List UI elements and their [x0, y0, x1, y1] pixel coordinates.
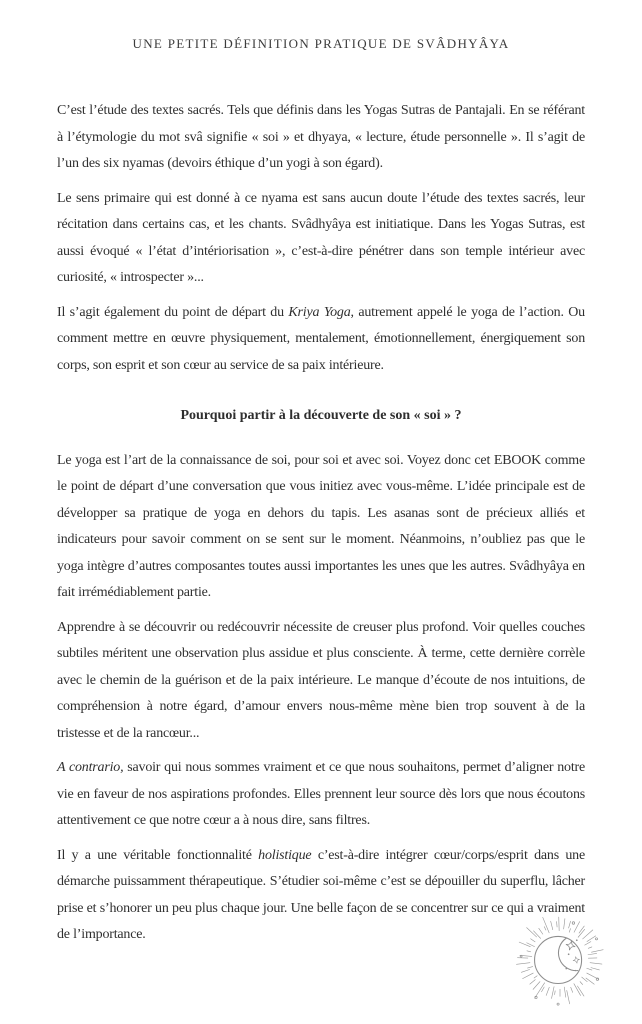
moon-sparkle-icon: [512, 911, 608, 1007]
page-title: UNE PETITE DÉFINITION PRATIQUE DE SVÂDHYÂYA: [132, 36, 510, 51]
subheading: Pourquoi partir à la découverte de son « soi » ?: [180, 408, 462, 423]
paragraph: Le yoga est l’art de la connaissance de soi, pour soi et avec soi. Voyez donc cet EBOOK comme le point de départ d’une conversation que vous initiez avec vous-même. L’idée principale est de développer sa pratique de yoga en dehors du tapis. Les asanas sont de précieux alliés et indicateurs pour savoir comment on se sent sur le moment. Néanmoins, n’oubliez pas que le yoga intègre d’autres composantes toutes aussi importantes les unes que les autres. Svâdhyâya en fait irrémédiablement partie.: [57, 452, 585, 600]
paragraph: A contrario, savoir qui nous sommes vraiment et ce que nous souhaitons, permet d’aligner notre vie en faveur de nos aspirations profondes. Elles prennent leur source dès lors que nous écoutons attentivement ce que notre cœur a à nous dire, sans filtres.: [57, 760, 585, 828]
paragraph: Il y a une véritable fonctionnalité holistique c’est-à-dire intégrer cœur/corps/esprit dans une démarche puissamment thérapeutique. S’étudier soi-même c’est se dépouiller du superflu, lâcher prise et s’honorer un peu plus chaque jour. Une belle façon de se concentrer sur ce qui a vraiment de l’importance.: [57, 847, 585, 942]
paragraph: Le sens primaire qui est donné à ce nyama est sans aucun doute l’étude des textes sacrés, leur récitation dans certains cas, et les chants. Svâdhyâya est initiatique. Dans les Yogas Sutras, est aussi évoqué « l’état d’intériorisation », c’est-à-dire pénétrer dans son temple intérieur avec curiosité, « introspecter »...: [57, 190, 585, 285]
body-section: [57, 448, 585, 949]
paragraph: Il s’agit également du point de départ du Kriya Yoga, autrement appelé le yoga de l’action. Ou comment mettre en œuvre physiquement, mentalement, émotionnellement, énergiquement son corps, son esprit et son cœur au service de sa paix intérieure.: [57, 304, 585, 373]
intro-section: [57, 98, 585, 379]
paragraph: Apprendre à se découvrir ou redécouvrir nécessite de creuser plus profond. Voir quelles couches subtiles méritent une observation plus assidue et plus consciente. À terme, cette dernière corrèle avec le chemin de la guérison et de la paix intérieure. Le manque d’écoute de nos intuitions, de compréhension à notre égard, d’amour envers nous-même mène bien trop souvent à de la tristesse et de la rancœur...: [57, 619, 585, 741]
paragraph: C’est l’étude des textes sacrés. Tels que définis dans les Yogas Sutras de Pantajali. En se référant à l’étymologie du mot svâ signifie « soi » et dhyaya, « lecture, étude personnelle ». Il s’agit de l’un des six nyamas (devoirs éthique d’un yogi à son égard).: [57, 103, 585, 171]
